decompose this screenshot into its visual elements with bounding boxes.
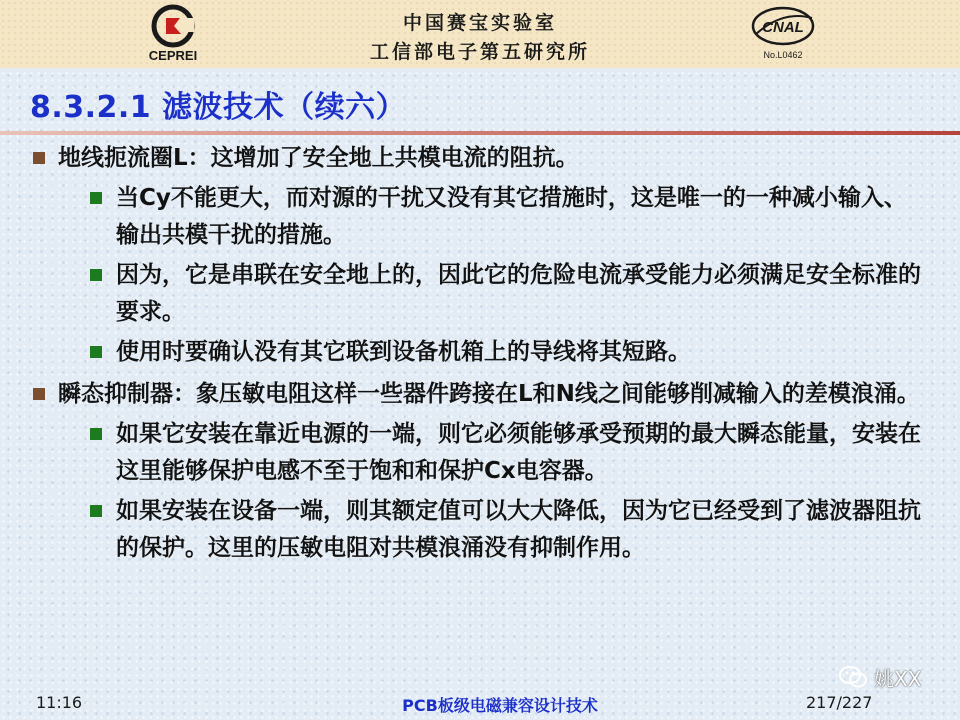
title-divider	[0, 131, 960, 135]
bullet-text: 如果它安装在靠近电源的一端，则它必须能够承受预期的最大瞬态能量，安装在这里能够保护电感不至于饱和和保护Cx电容器。	[116, 421, 921, 484]
bullet-text: 如果安装在设备一端，则其额定值可以大大降低，因为它已经受到了滤波器阻抗的保护。这里的压敏电阻对共模浪涌没有抑制作用。	[116, 498, 921, 561]
slide-header	[0, 0, 960, 68]
square-bullet-icon	[33, 388, 45, 400]
bullet-item-level2	[0, 334, 926, 371]
square-bullet-icon	[90, 269, 102, 281]
bullet-text: 地线扼流圈L：这增加了安全地上共模电流的阻抗。	[58, 145, 579, 171]
ceprei-logo	[138, 4, 208, 64]
wechat-icon	[838, 664, 868, 690]
bullet-item-level2	[0, 416, 926, 490]
footer-time: 11:16	[36, 693, 83, 712]
square-bullet-icon	[90, 505, 102, 517]
cnal-logo-letters: CNAL	[762, 19, 804, 36]
slide-title: 8.3.2.1 滤波技术（续六）	[30, 90, 407, 125]
footer-page-number: 217/227	[806, 693, 873, 712]
ceprei-emblem-icon	[151, 4, 195, 48]
bullet-item-level2	[0, 257, 926, 331]
bullet-text: 因为，它是串联在安全地上的，因此它的危险电流承受能力必须满足安全标准的要求。	[116, 262, 921, 325]
square-bullet-icon	[33, 152, 45, 164]
bullet-text: 当Cy不能更大，而对源的干扰又没有其它措施时，这是唯一的一种减小输入、输出共模干扰的措施。	[116, 185, 907, 248]
bullet-item-level2	[0, 180, 926, 254]
watermark-text: 姚XX	[874, 666, 922, 691]
cnal-logo	[746, 4, 820, 64]
slide-content	[0, 140, 960, 567]
square-bullet-icon	[90, 346, 102, 358]
org-name-line2: 工信部电子第五研究所	[369, 41, 590, 63]
watermark	[838, 660, 921, 694]
bullet-item-level1	[0, 376, 928, 413]
bullet-text: 瞬态抑制器：象压敏电阻这样一些器件跨接在L和N线之间能够削减输入的差模浪涌。	[58, 381, 920, 407]
bullet-text: 使用时要确认没有其它联到设备机箱上的导线将其短路。	[116, 339, 691, 365]
bullet-item-level1	[0, 140, 928, 177]
cnal-emblem-icon	[746, 4, 820, 50]
square-bullet-icon	[90, 192, 102, 204]
ceprei-logo-text: CEPREI	[148, 48, 198, 63]
cnal-logo-number: No.L0462	[763, 50, 803, 60]
org-name-line1: 中国赛宝实验室	[402, 12, 557, 34]
square-bullet-icon	[90, 428, 102, 440]
footer-course-title: PCB板级电磁兼容设计技术	[402, 696, 598, 715]
bullet-item-level2	[0, 493, 926, 567]
